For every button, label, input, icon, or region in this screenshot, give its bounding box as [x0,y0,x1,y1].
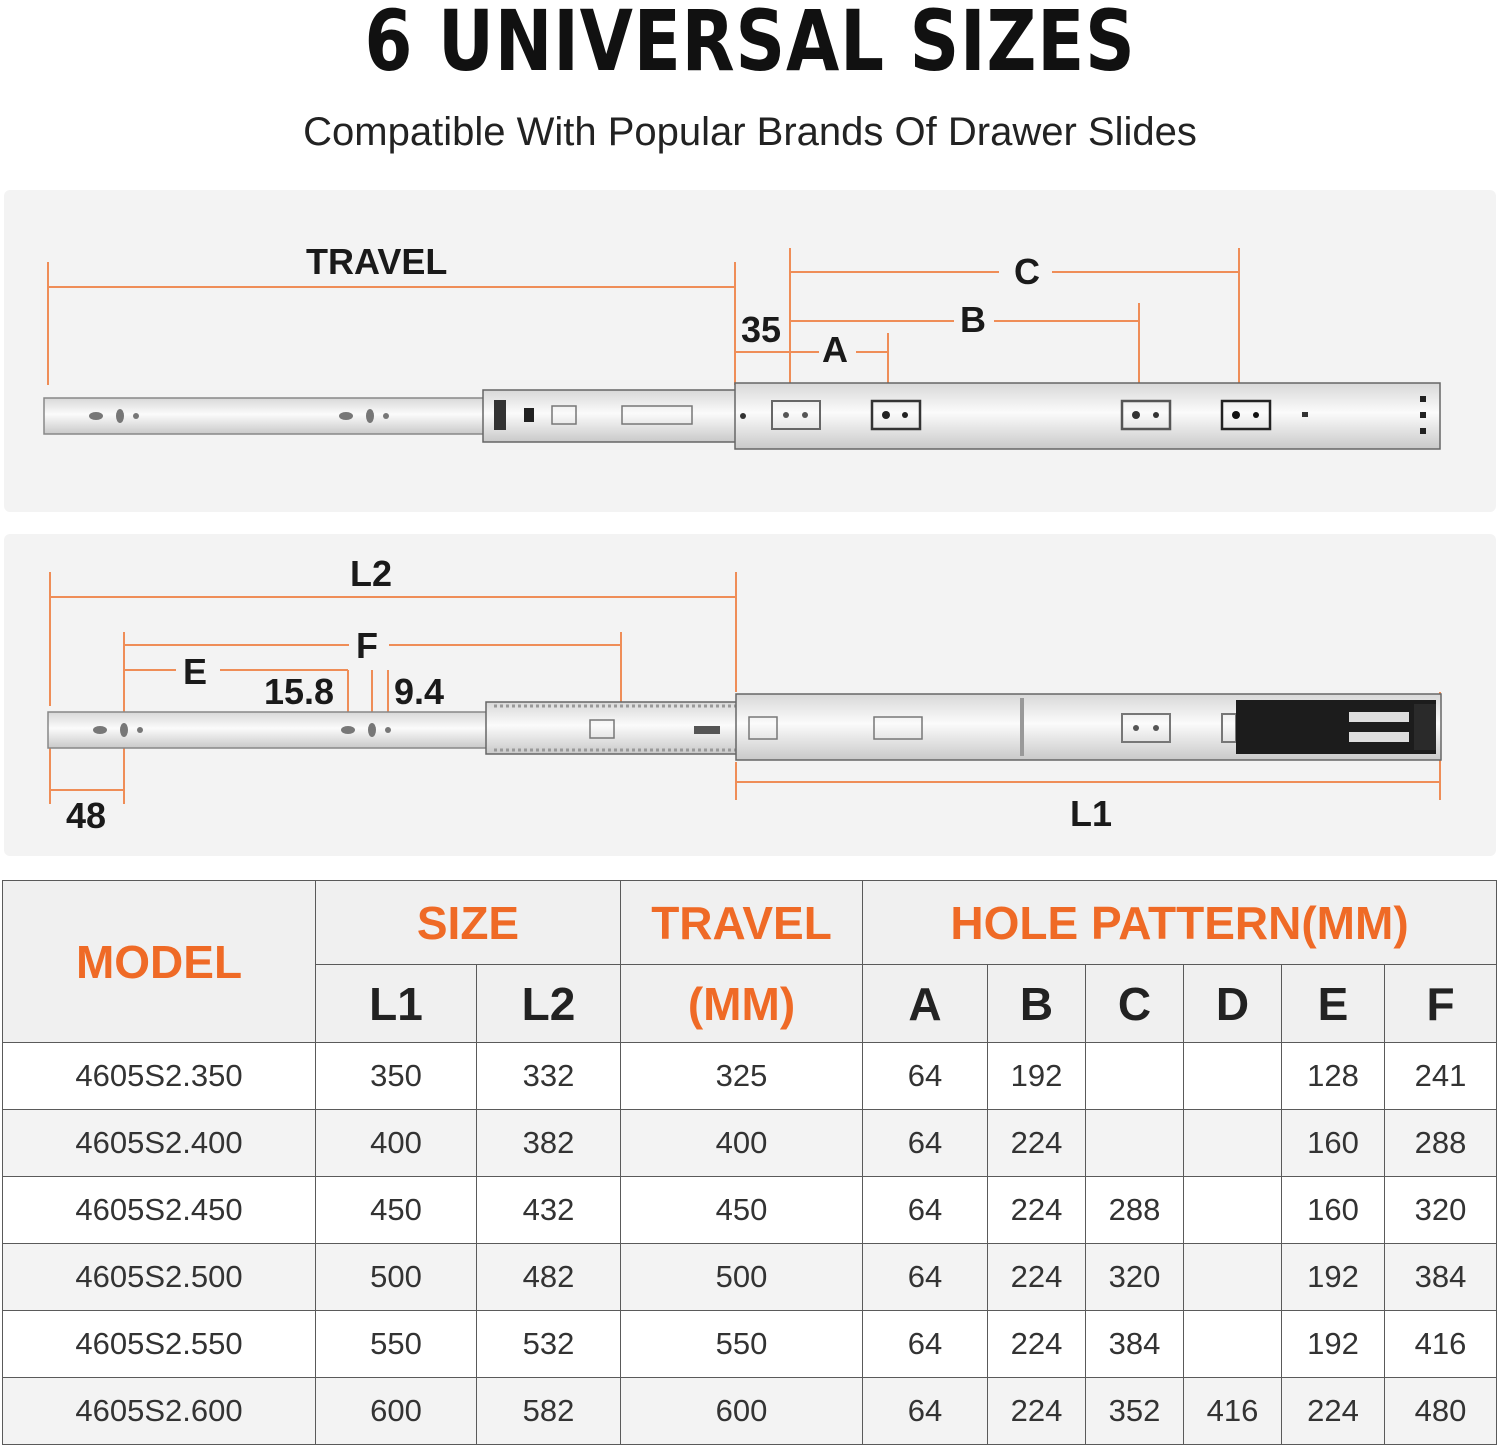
cell-b: 224 [988,1311,1086,1378]
cell-l1: 550 [316,1311,477,1378]
cell-e: 160 [1282,1110,1385,1177]
page-subtitle: Compatible With Popular Brands Of Drawer Slides [303,110,1197,154]
cell-c: 352 [1086,1378,1184,1445]
cell-a: 64 [863,1378,988,1445]
cell-f: 416 [1385,1311,1497,1378]
cell-b: 224 [988,1110,1086,1177]
cell-l1: 450 [316,1177,477,1244]
cell-b: 224 [988,1177,1086,1244]
cell-l1: 400 [316,1110,477,1177]
cell-l2: 432 [477,1177,621,1244]
cell-f: 480 [1385,1378,1497,1445]
c-label: C [1014,251,1040,292]
header-hole-pattern: HOLE PATTERN(MM) [863,881,1497,965]
dim-15-8-label: 15.8 [264,671,335,712]
cell-model: 4605S2.400 [3,1110,316,1177]
header-e: E [1282,965,1385,1043]
cell-c [1086,1110,1184,1177]
table-row [3,1244,1497,1311]
table-row [3,1043,1497,1110]
cell-l1: 350 [316,1043,477,1110]
cell-model: 4605S2.550 [3,1311,316,1378]
header-b: B [988,965,1086,1043]
drawer-slide-closed [48,694,1441,760]
cell-d: 416 [1184,1378,1282,1445]
cell-model: 4605S2.350 [3,1043,316,1110]
a-label: A [822,329,848,370]
travel-label: TRAVEL [306,241,448,282]
cell-e: 160 [1282,1177,1385,1244]
cell-c: 320 [1086,1244,1184,1311]
cell-a: 64 [863,1043,988,1110]
cell-l2: 482 [477,1244,621,1311]
travel-diagram-panel [4,190,1496,512]
cell-f: 384 [1385,1244,1497,1311]
cell-e: 224 [1282,1378,1385,1445]
l1-label: L1 [1070,793,1113,834]
cell-l2: 382 [477,1110,621,1177]
cell-travel: 600 [621,1378,863,1445]
cell-b: 224 [988,1244,1086,1311]
cell-l1: 500 [316,1244,477,1311]
cell-a: 64 [863,1110,988,1177]
table-row [3,1110,1497,1177]
header-l1: L1 [316,965,477,1043]
cell-a: 64 [863,1311,988,1378]
header-travel: TRAVEL [621,881,863,965]
offset-35-label: 35 [741,309,782,350]
cell-c: 384 [1086,1311,1184,1378]
specifications-table-container [2,880,1496,1442]
length-diagram [4,534,1496,856]
cell-travel: 450 [621,1177,863,1244]
header-c: C [1086,965,1184,1043]
cell-f: 288 [1385,1110,1497,1177]
table-row [3,1177,1497,1244]
f-label: F [356,625,378,666]
specifications-table [2,880,1497,1445]
cell-travel: 400 [621,1110,863,1177]
cell-b: 224 [988,1378,1086,1445]
cell-d [1184,1177,1282,1244]
cell-e: 192 [1282,1244,1385,1311]
cell-f: 241 [1385,1043,1497,1110]
cell-b: 192 [988,1043,1086,1110]
e-label: E [183,651,208,692]
header-travel-unit: (MM) [621,965,863,1043]
cell-travel: 550 [621,1311,863,1378]
cell-e: 192 [1282,1311,1385,1378]
cell-travel: 325 [621,1043,863,1110]
header-f: F [1385,965,1497,1043]
cell-model: 4605S2.600 [3,1378,316,1445]
l2-label: L2 [350,553,393,594]
header-d: D [1184,965,1282,1043]
header-model: MODEL [3,881,316,1043]
cell-l2: 332 [477,1043,621,1110]
dim-9-4-label: 9.4 [394,671,445,712]
b-label: B [960,299,986,340]
cell-d [1184,1043,1282,1110]
header-a: A [863,965,988,1043]
travel-diagram [4,190,1496,512]
cell-e: 128 [1282,1043,1385,1110]
cell-a: 64 [863,1244,988,1311]
cell-d [1184,1110,1282,1177]
table-row [3,1378,1497,1445]
cell-l2: 532 [477,1311,621,1378]
page-title: 6 UNIVERSAL SIZES [364,0,1136,90]
length-diagram-panel [4,534,1496,856]
cell-l1: 600 [316,1378,477,1445]
cell-c [1086,1043,1184,1110]
cell-d [1184,1311,1282,1378]
dim-48-label: 48 [66,795,107,836]
drawer-slide-extended [44,383,1440,449]
cell-model: 4605S2.500 [3,1244,316,1311]
table-row [3,1311,1497,1378]
cell-d [1184,1244,1282,1311]
cell-l2: 582 [477,1378,621,1445]
cell-a: 64 [863,1177,988,1244]
cell-travel: 500 [621,1244,863,1311]
header-l2: L2 [477,965,621,1043]
cell-model: 4605S2.450 [3,1177,316,1244]
header-size: SIZE [316,881,621,965]
cell-c: 288 [1086,1177,1184,1244]
cell-f: 320 [1385,1177,1497,1244]
